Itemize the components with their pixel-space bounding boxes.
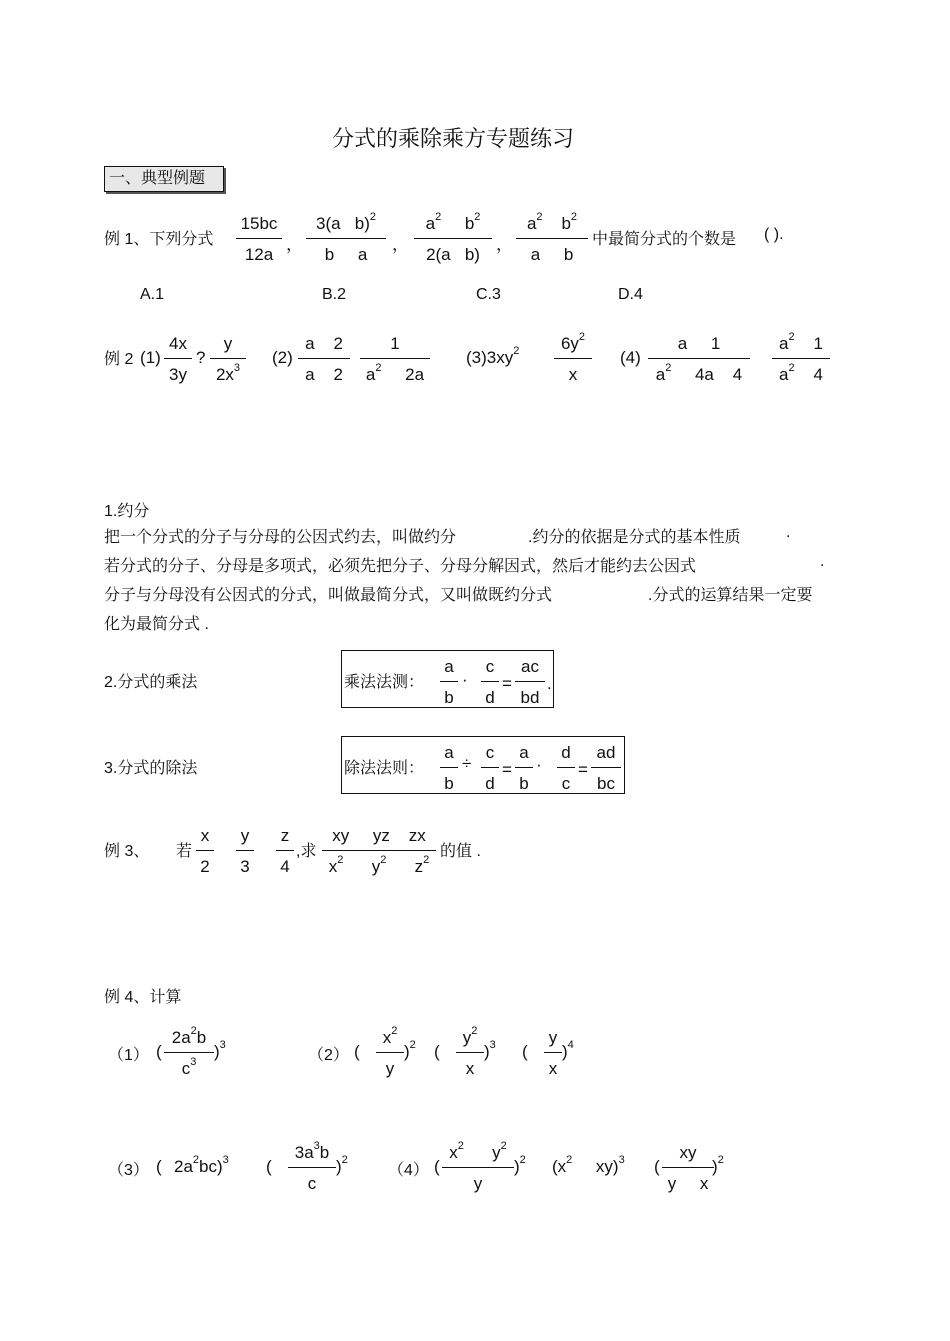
fraction: $\frac{a}{b}$ — [440, 658, 458, 706]
fraction: $\frac{y}{3}$ — [236, 827, 254, 875]
fraction: $\frac{x^2 y^2}{y}$ — [442, 1144, 514, 1192]
fraction: $\frac{a}{b}$ — [440, 744, 458, 792]
example-1-label: 例 1、下列分式 — [104, 231, 214, 248]
answer-blank: ( ). — [764, 226, 784, 243]
section-heading: 1.约分 — [104, 503, 150, 520]
fraction: $\frac{2a^2b}{c^3}$ — [164, 1029, 214, 1077]
fraction: $\frac{a^2 b^2}{\text{2(a b)}}$ — [414, 215, 492, 263]
fraction: $\frac{15bc}{12a}$ — [236, 215, 282, 263]
fraction: $\frac{y}{2x^3}$ — [210, 335, 246, 383]
fraction: $\frac{y}{x}$ — [544, 1029, 562, 1077]
fraction: $\frac{a^2 b^2}{\text{a b}}$ — [516, 215, 588, 263]
fraction: $\frac{z}{4}$ — [276, 827, 294, 875]
fraction: $\frac{c}{d}$ — [481, 658, 499, 706]
fraction: $\frac{3a^3b}{c}$ — [288, 1144, 336, 1192]
fraction: $\frac{a 1}{a^2 4a 4}$ — [648, 335, 750, 383]
fraction: $\frac{c}{d}$ — [481, 744, 499, 792]
section-heading: 3.分式的除法 — [104, 760, 198, 777]
section-heading: 一、典型例题 — [104, 166, 224, 192]
fraction: $\frac{a 2}{a 2}$ — [298, 335, 350, 383]
option-b: B.2 — [322, 286, 347, 303]
example-3-label: 例 3、 — [104, 843, 150, 860]
fraction: $\frac{y^2}{x}$ — [456, 1029, 484, 1077]
fraction: $\frac{ad}{bc}$ — [591, 744, 621, 792]
option-c: C.3 — [476, 286, 501, 303]
option-a: A.1 — [140, 286, 165, 303]
fraction: $\frac{6y^2}{x}$ — [554, 335, 592, 383]
fraction: $\frac{xy}{\text{y x}}$ — [662, 1144, 714, 1192]
fraction: $\frac{\text{xy yz zx}}{x^2 y^2 z^2}$ — [322, 827, 436, 875]
fraction: $\frac{d}{c}$ — [557, 744, 575, 792]
example-4-label: 例 4、计算 — [104, 989, 182, 1006]
section-heading: 2.分式的乘法 — [104, 674, 198, 691]
option-d: D.4 — [618, 286, 643, 303]
fraction: $\frac{3(a b)^2}{\text{b a}}$ — [306, 215, 386, 263]
fraction: $\frac{x}{2}$ — [196, 827, 214, 875]
fraction: $\frac{1}{a^2 2a}$ — [360, 335, 430, 383]
fraction: $\frac{x^2}{y}$ — [376, 1029, 404, 1077]
example-2-label: 例 2 — [104, 351, 134, 368]
fraction: $\frac{ac}{bd}$ — [515, 658, 545, 706]
fraction: $\frac{a}{b}$ — [515, 744, 533, 792]
fraction: $\frac{a^2 1}{a^2 4}$ — [772, 335, 830, 383]
fraction: $\frac{4x}{3y}$ — [164, 335, 192, 383]
page-title: 分式的乘除乘方专题练习 — [332, 126, 575, 151]
